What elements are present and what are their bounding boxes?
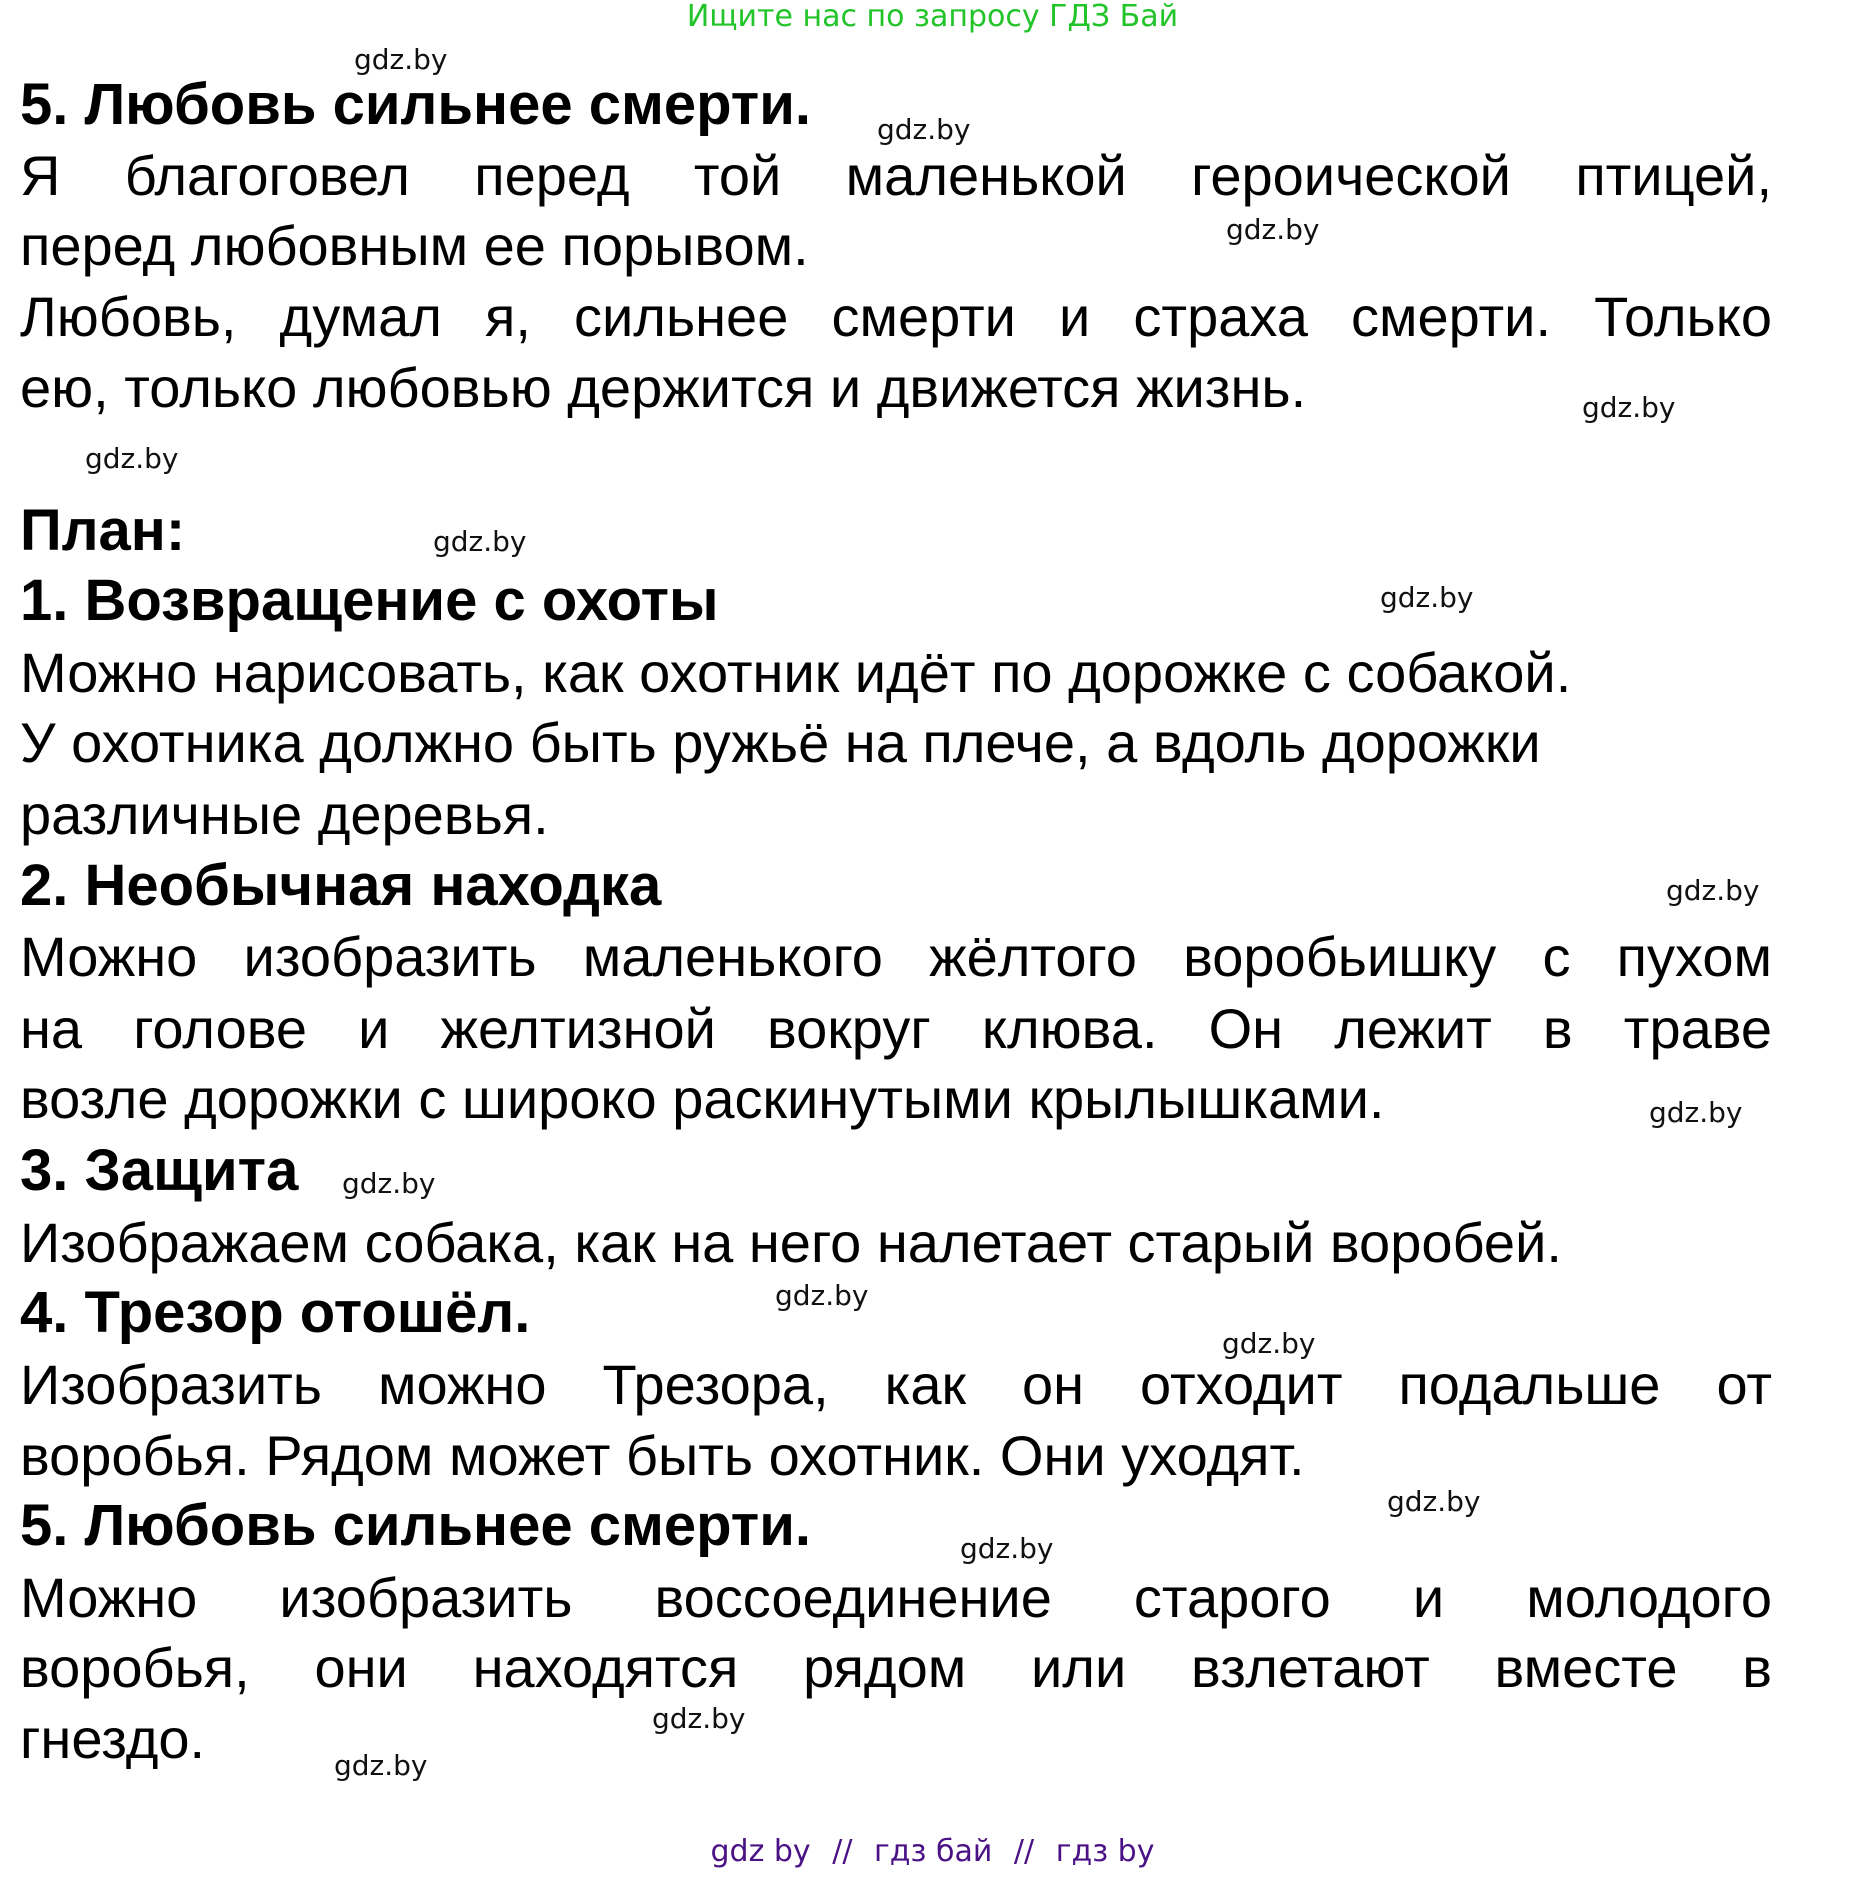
watermark: gdz.by [1226, 213, 1320, 246]
plan-item-heading: 3. Защита [20, 1138, 299, 1203]
plan-item-line: Можно изобразить воссоединение старого и молодого [20, 1566, 1772, 1629]
watermark: gdz.by [1222, 1327, 1316, 1360]
footer-separator: // [832, 1834, 853, 1869]
watermark: gdz.by [334, 1749, 428, 1782]
footer-link-gdz-bai[interactable]: гдз бай [874, 1834, 993, 1869]
watermark: gdz.by [877, 113, 971, 146]
plan-item-heading: 5. Любовь сильнее смерти. [20, 1493, 811, 1558]
plan-item-line: воробья. Рядом может быть охотник. Они уходят. [20, 1424, 1305, 1487]
footer-links [0, 1834, 1865, 1870]
watermark: gdz.by [1582, 391, 1676, 424]
section-title: 5. Любовь сильнее смерти. [20, 72, 811, 137]
plan-item-heading: 1. Возвращение с охоты [20, 568, 719, 633]
quote-line: ею, только любовью держится и движется жизнь. [20, 356, 1307, 419]
watermark: gdz.by [433, 525, 527, 558]
plan-item-line: гнездо. [20, 1707, 206, 1770]
search-hint-banner: Ищите нас по запросу ГДЗ Бай [686, 0, 1179, 34]
footer-link-gdz-by[interactable]: gdz by [710, 1834, 811, 1869]
watermark: gdz.by [1666, 874, 1760, 907]
watermark: gdz.by [354, 43, 448, 76]
plan-item-line: воробья, они находятся рядом или взлетают вместе в [20, 1636, 1772, 1699]
watermark: gdz.by [1380, 581, 1474, 614]
footer-link-gdz-by-cyr[interactable]: гдз by [1055, 1834, 1155, 1869]
plan-item-heading: 2. Необычная находка [20, 853, 662, 918]
watermark: gdz.by [960, 1532, 1054, 1565]
watermark: gdz.by [342, 1167, 436, 1200]
plan-item-line: возле дорожки с широко раскинутыми крылышками. [20, 1067, 1385, 1130]
plan-item-line: Изобразить можно Трезора, как он отходит подальше от [20, 1353, 1772, 1416]
plan-item-line: Можно нарисовать, как охотник идёт по дорожке с собакой. [20, 641, 1572, 704]
plan-item-heading: 4. Трезор отошёл. [20, 1280, 531, 1345]
plan-item-line: на голове и желтизной вокруг клюва. Он лежит в траве [20, 997, 1772, 1060]
plan-item-line: Можно изобразить маленького жёлтого воробьишку с пухом [20, 925, 1772, 988]
watermark: gdz.by [775, 1279, 869, 1312]
quote-line: перед любовным ее порывом. [20, 214, 809, 277]
footer-separator: // [1013, 1834, 1035, 1869]
plan-label: План: [20, 498, 186, 563]
plan-item-line: Изображаем собака, как на него налетает старый воробей. [20, 1211, 1562, 1274]
watermark: gdz.by [1649, 1096, 1743, 1129]
quote-line: Я благоговел перед той маленькой героической птицей, [20, 144, 1772, 207]
watermark: gdz.by [85, 442, 179, 475]
plan-item-line: различные деревья. [20, 783, 549, 846]
plan-item-line: У охотника должно быть ружьё на плече, а вдоль дорожки [20, 711, 1541, 774]
quote-line: Любовь, думал я, сильнее смерти и страха смерти. Только [20, 285, 1772, 348]
watermark: gdz.by [1387, 1485, 1481, 1518]
watermark: gdz.by [652, 1702, 746, 1735]
